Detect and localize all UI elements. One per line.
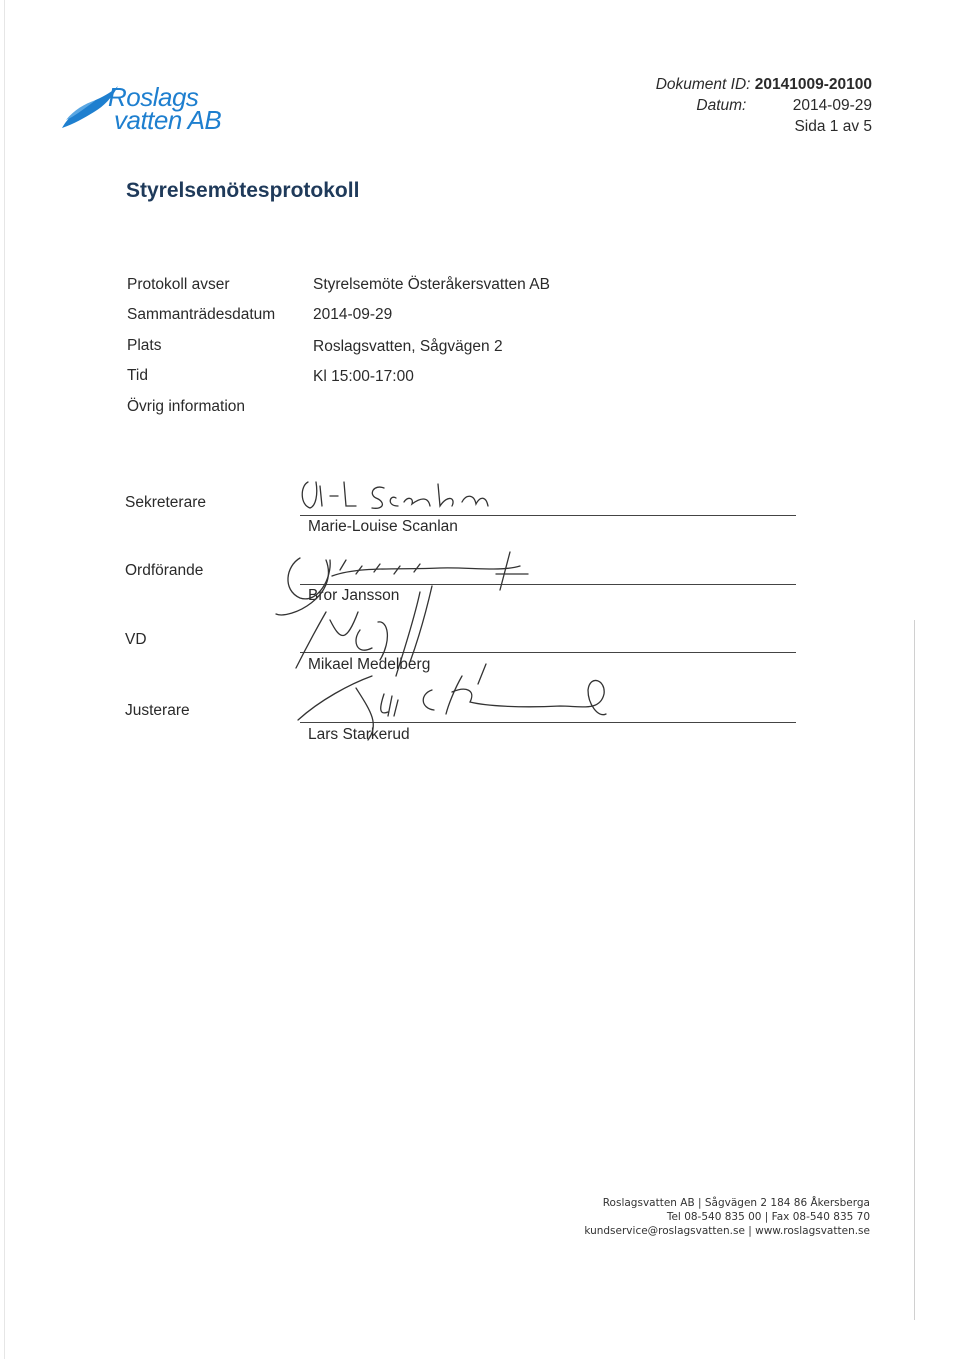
sig-name-justerare: Lars Starkerud [308, 726, 410, 743]
logo-text [108, 82, 222, 135]
doc-id-label: Dokument ID: [655, 76, 751, 93]
sig-role-ordforande: Ordförande [125, 562, 204, 579]
page-title: Styrelsemötesprotokoll [126, 179, 360, 202]
sig-line-sekreterare [300, 515, 796, 516]
info-value-tid: Kl 15:00-17:00 [313, 368, 414, 385]
datum-row [656, 95, 872, 116]
info-label-plats: Plats [127, 337, 162, 354]
datum-value: 2014-09-29 [792, 97, 872, 114]
info-label-tid: Tid [127, 367, 148, 384]
datum-label: Datum: [696, 97, 747, 114]
page-number: Sida 1 av 5 [794, 118, 872, 135]
footer-line-2: Tel 08-540 835 00 | Fax 08-540 835 70 [666, 1211, 870, 1223]
sig-role-justerare: Justerare [125, 702, 190, 719]
info-value-datum: 2014-09-29 [313, 306, 393, 323]
sig-role-vd: VD [125, 631, 147, 648]
sig-line-ordforande [300, 584, 796, 585]
logo-line-2: vatten AB [114, 105, 222, 135]
info-value-plats: Roslagsvatten, Sågvägen 2 [313, 338, 503, 355]
logo-line-1: Roslags [108, 82, 199, 112]
footer-line-1: Roslagsvatten AB | Sågvägen 2 184 86 Åkersberga [602, 1197, 870, 1209]
footer-line-3: kundservice@roslagsvatten.se | www.roslagsvatten.se [584, 1225, 870, 1237]
company-logo [60, 80, 235, 140]
document-meta [656, 74, 872, 137]
doc-id-value: 20141009-20100 [754, 76, 872, 93]
scan-edge-left [4, 0, 5, 1359]
footer-address [584, 1196, 870, 1238]
info-value-protokoll: Styrelsemöte Österåkersvatten AB [313, 276, 550, 293]
sig-name-vd: Mikael Medelberg [308, 656, 431, 673]
doc-id-row [656, 74, 872, 95]
info-label-protokoll: Protokoll avser [127, 276, 230, 293]
sig-line-vd [300, 652, 796, 653]
sig-line-justerare [300, 722, 796, 723]
scan-edge-right [914, 620, 915, 1320]
sig-role-sekreterare: Sekreterare [125, 494, 206, 511]
signature-scanlan [302, 482, 488, 508]
info-label-datum: Sammanträdesdatum [127, 306, 276, 323]
sig-name-sekreterare: Marie-Louise Scanlan [308, 518, 458, 535]
info-label-ovrig: Övrig information [127, 398, 246, 415]
sig-name-ordforande: Bror Jansson [308, 587, 400, 604]
